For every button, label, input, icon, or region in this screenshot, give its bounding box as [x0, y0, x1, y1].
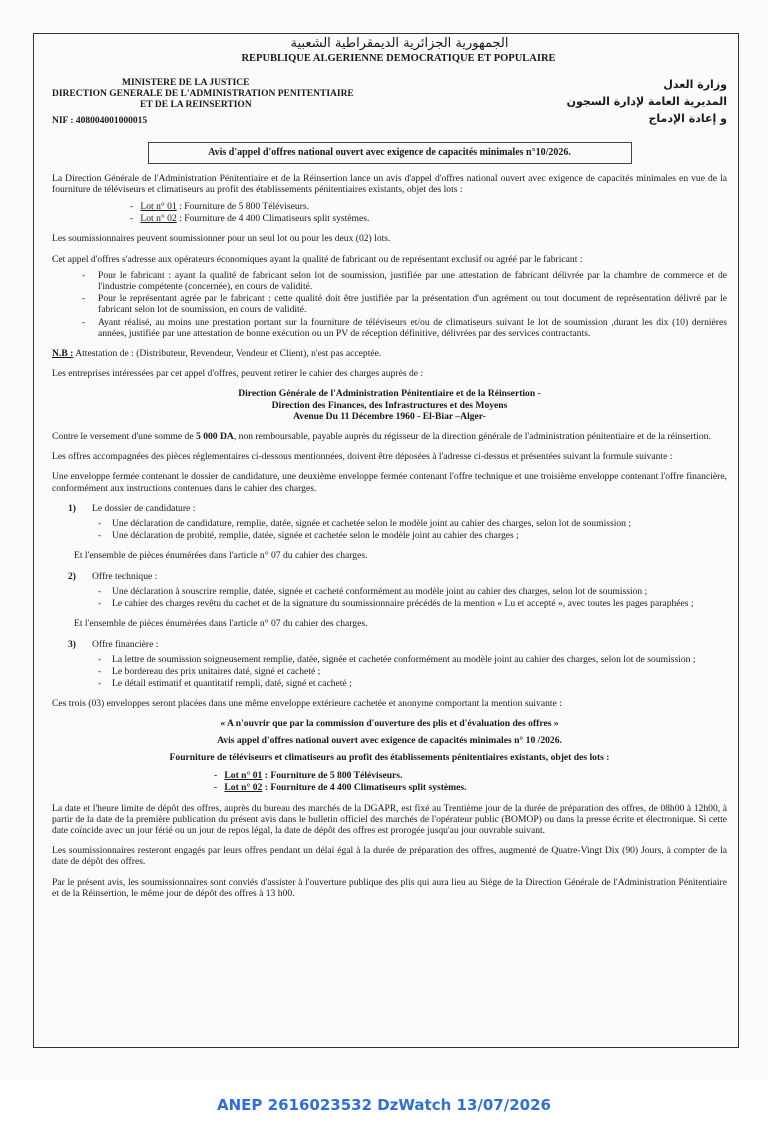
lots-list [130, 201, 727, 224]
section-heading [68, 503, 727, 514]
section-item: - La lettre de soumission soigneusement remplie, datée, signée et cachetée conformément au modèle joint au cahier des charges, selon lot de soumission ; [98, 654, 727, 665]
letterhead-french [52, 78, 354, 127]
nb-text: Attestation de : (Distributeur, Revendeur, Vendeur et Client), n'est pas acceptée. [73, 348, 382, 360]
arabic-direction-cont: و إعادة الإدماج [648, 112, 727, 126]
republic-title: REPUBLIQUE ALGERIENNE DEMOCRATIQUE ET POPULAIRE [241, 53, 556, 65]
lot-item: - Lot n° 02 : Fourniture de 4 400 Climatiseurs split systèmes. [130, 213, 370, 225]
retirer-paragraph: Les entreprises intéressées par cet appel d'offres, peuvent retirer le cahier des charges auprès de : [52, 368, 424, 380]
adresse-paragraph: Cet appel d'offres s'adresse aux opérateurs économiques ayant la qualité de fabricant ou de représentant exclusif ou agréé par le fabricant : [52, 253, 583, 265]
trois-enveloppes-paragraph: Ces trois (03) enveloppes seront placées dans une même enveloppe extérieure cachetée et anonyme comportant la mention suivante : [52, 698, 562, 710]
address-line: Direction Générale de l'Administration Pénitentiaire et de la Réinsertion - [238, 388, 541, 400]
document-content [52, 38, 727, 899]
arabic-republic-title: الجمهورية الجزائرية الديمقراطية الشعبية [290, 36, 509, 51]
lot-label: Lot n° 02 [140, 213, 177, 225]
ouverture-paragraph: Par le présent avis, les soumissionnaires sont conviés d'assister à l'ouverture publique des plis qui aura lieu au Siège de la Direction Générale de l'Administration Pénitentiaire et de la Réinsertion, le même jour de dépôt des offres à 13 h00. [52, 876, 727, 899]
source-footer: ANEP 2616023532 DzWatch 13/07/2026 [217, 1096, 551, 1114]
arabic-direction: المديرية العامة لإدارة السجون [566, 95, 727, 109]
section-item: - Le bordereau des prix unitaires daté, signé et cacheté ; [98, 666, 727, 677]
versement-text-end: , non remboursable, payable auprès du régisseur de la direction générale de l'administration pénitentiaire et de la réinsertion. [233, 431, 711, 443]
section-title: Offre financière : [92, 638, 159, 650]
soumission-paragraph: Les soumissionnaires peuvent soumissionner pour un seul lot ou pour les deux (02) lots. [52, 233, 391, 245]
lot-item: - Lot n° 02 : Fourniture de 4 400 Climatiseurs split systèmes. [214, 782, 467, 794]
section-items [52, 518, 727, 541]
engages-paragraph: Les soumissionnaires resteront engagés par leurs offres pendant un délai égal à la durée de préparation des offres, augmenté de Quatre-Vingt Dix (90) Jours, à compter de la date de dépôt des offres. [52, 845, 727, 868]
direction-name-cont: ET DE LA REINSERTION [140, 100, 252, 111]
mention-lots-list [214, 770, 727, 793]
section-number: 2) [68, 570, 76, 582]
address-line: Avenue Du 11 Décembre 1960 - El-Biar –Alger- [293, 410, 486, 422]
section-heading [68, 571, 727, 582]
lot-item: - Lot n° 01 : Fourniture de 5 800 Téléviseurs. [130, 201, 309, 213]
lot-text: : Fourniture de 5 800 Téléviseurs. [262, 770, 403, 782]
nb-paragraph [52, 348, 727, 359]
versement-paragraph [52, 431, 727, 442]
section-items [52, 586, 727, 609]
section-number: 1) [68, 502, 76, 514]
lot-label: Lot n° 01 [224, 770, 263, 782]
intro-paragraph: La Direction Générale de l'Administration Pénitentiaire et de la Réinsertion lance un avis d'appel d'offres national ouvert avec exigence de capacités minimales en vue de la fourniture de téléviseurs et climatiseurs au profit des établissements pénitentiaires existants, objet des lots : [52, 172, 727, 195]
lot-label: Lot n° 02 [224, 782, 263, 794]
condition-item: - Pour le fabricant : ayant la qualité de fabricant selon lot de soumission, justifiée par une attestation de fabricant délivrée par la chambre de commerce et de l'industrie compétente (concernée), en cours de validité. [82, 270, 727, 292]
section-item: - Le détail estimatif et quantitatif rempli, daté, signé et cacheté ; [98, 678, 727, 689]
letterhead-arabic [567, 76, 727, 127]
offres-paragraph: Les offres accompagnées des pièces réglementaires ci-dessous mentionnées, doivent être déposées à l'adresse ci-dessus et présentées suivant la formule suivante : [52, 451, 673, 463]
lot-label: Lot n° 01 [140, 201, 177, 213]
condition-item: - Pour le représentant agrée par le fabricant : cette qualité doit être justifiée par la présentation d'un agrément ou tout document de représentation délivré par le fabricant selon lot de soumission, en cours de validité. [82, 293, 727, 315]
enveloppe-paragraph: Une enveloppe fermée contenant le dossier de candidature, une deuxième enveloppe fermée contenant l'offre technique et une troisième enveloppe contenant l'offre financière, conformément aux instructions contenues dans le cahier des charges. [52, 471, 727, 494]
section-item: - Le cahier des charges revêtu du cachet et de la signature du soumissionnaire précédés de la mention « Lu et accepté », avec toutes les pages paraphées ; [98, 598, 727, 609]
ensemble-note: Et l'ensemble de pièces énumérées dans l'article n° 07 du cahier des charges. [74, 618, 368, 630]
direction-name: DIRECTION GENERALE DE L'ADMINISTRATION PENITENTIAIRE [52, 89, 354, 100]
ensemble-note: Et l'ensemble de pièces énumérées dans l'article n° 07 du cahier des charges. [74, 550, 368, 562]
ministry-name: MINISTERE DE LA JUSTICE [122, 78, 250, 89]
letterhead [52, 70, 727, 138]
section-item: - Une déclaration de candidature, remplie, datée, signée et cachetée selon le modèle joint au cahier des charges, selon lot de soumission ; [98, 518, 727, 529]
section-title: Offre technique : [92, 570, 158, 582]
mention-line: Fourniture de téléviseurs et climatiseurs au profit des établissements pénitentiaires existants, objet des lots : [169, 751, 610, 763]
date-limite-paragraph: La date et l'heure limite de dépôt des offres, auprès du bureau des marchés de la DGAPR, est fixé au Trentième jour de la durée de préparation des offres, de 08h00 à 12h00, à partir de la date de la première publication du présent avis dans le bulletin officiel des marchés de l'opérateur public (BOMOP) ou dans la presse écrite et électronique. Si cette date coïncide avec un jour férié ou un jour de repos légal, la date de dépôt des offres est prorogée jusqu'au jour ouvrable suivant. [52, 802, 727, 836]
nb-label: N.B : [52, 348, 74, 360]
section-number: 3) [68, 638, 76, 650]
address-block [52, 388, 727, 422]
versement-amount: 5 000 DA [196, 431, 234, 443]
avis-title-box: Avis d'appel d'offres national ouvert avec exigence de capacités minimales n°10/2026. [148, 142, 632, 163]
section-title: Le dossier de candidature : [92, 502, 196, 514]
section-item: - Une déclaration à souscrire remplie, datée, signée et cacheté conformément au modèle joint au cahier des charges, selon lot de soumission ; [98, 586, 727, 597]
lot-item: - Lot n° 01 : Fourniture de 5 800 Téléviseurs. [214, 770, 403, 782]
lot-text: : Fourniture de 4 400 Climatiseurs split systèmes. [262, 782, 467, 794]
section-heading [68, 639, 727, 650]
nif-number: NIF : 408004001000015 [52, 116, 148, 127]
lot-text: : Fourniture de 4 400 Climatiseurs split systèmes. [176, 213, 370, 225]
mention-line: Avis appel d'offres national ouvert avec exigence de capacités minimales n° 10 /2026. [217, 734, 562, 746]
lot-text: : Fourniture de 5 800 Téléviseurs. [176, 201, 309, 213]
conditions-list [52, 270, 727, 339]
mention-line: « A n'ouvrir que par la commission d'ouverture des plis et d'évaluation des offres » [220, 717, 559, 729]
section-item: - Une déclaration de probité, remplie, datée, signée et cachetée selon le modèle joint au cahier des charges ; [98, 530, 727, 541]
condition-item: - Ayant réalisé, au moins une prestation portant sur la fourniture de téléviseurs et/ou de climatiseurs suivant le lot de soumission ,durant les dix (10) dernières années, justifiée par une attestation de bonne exécution ou un PV de réception définitive, délivrées par des services contractants. [82, 317, 727, 339]
section-items [52, 654, 727, 690]
arabic-ministry: وزارة العدل [663, 78, 727, 92]
address-line: Direction des Finances, des Infrastructures et des Moyens [271, 399, 508, 411]
versement-text: Contre le versement d'une somme de [52, 431, 196, 443]
